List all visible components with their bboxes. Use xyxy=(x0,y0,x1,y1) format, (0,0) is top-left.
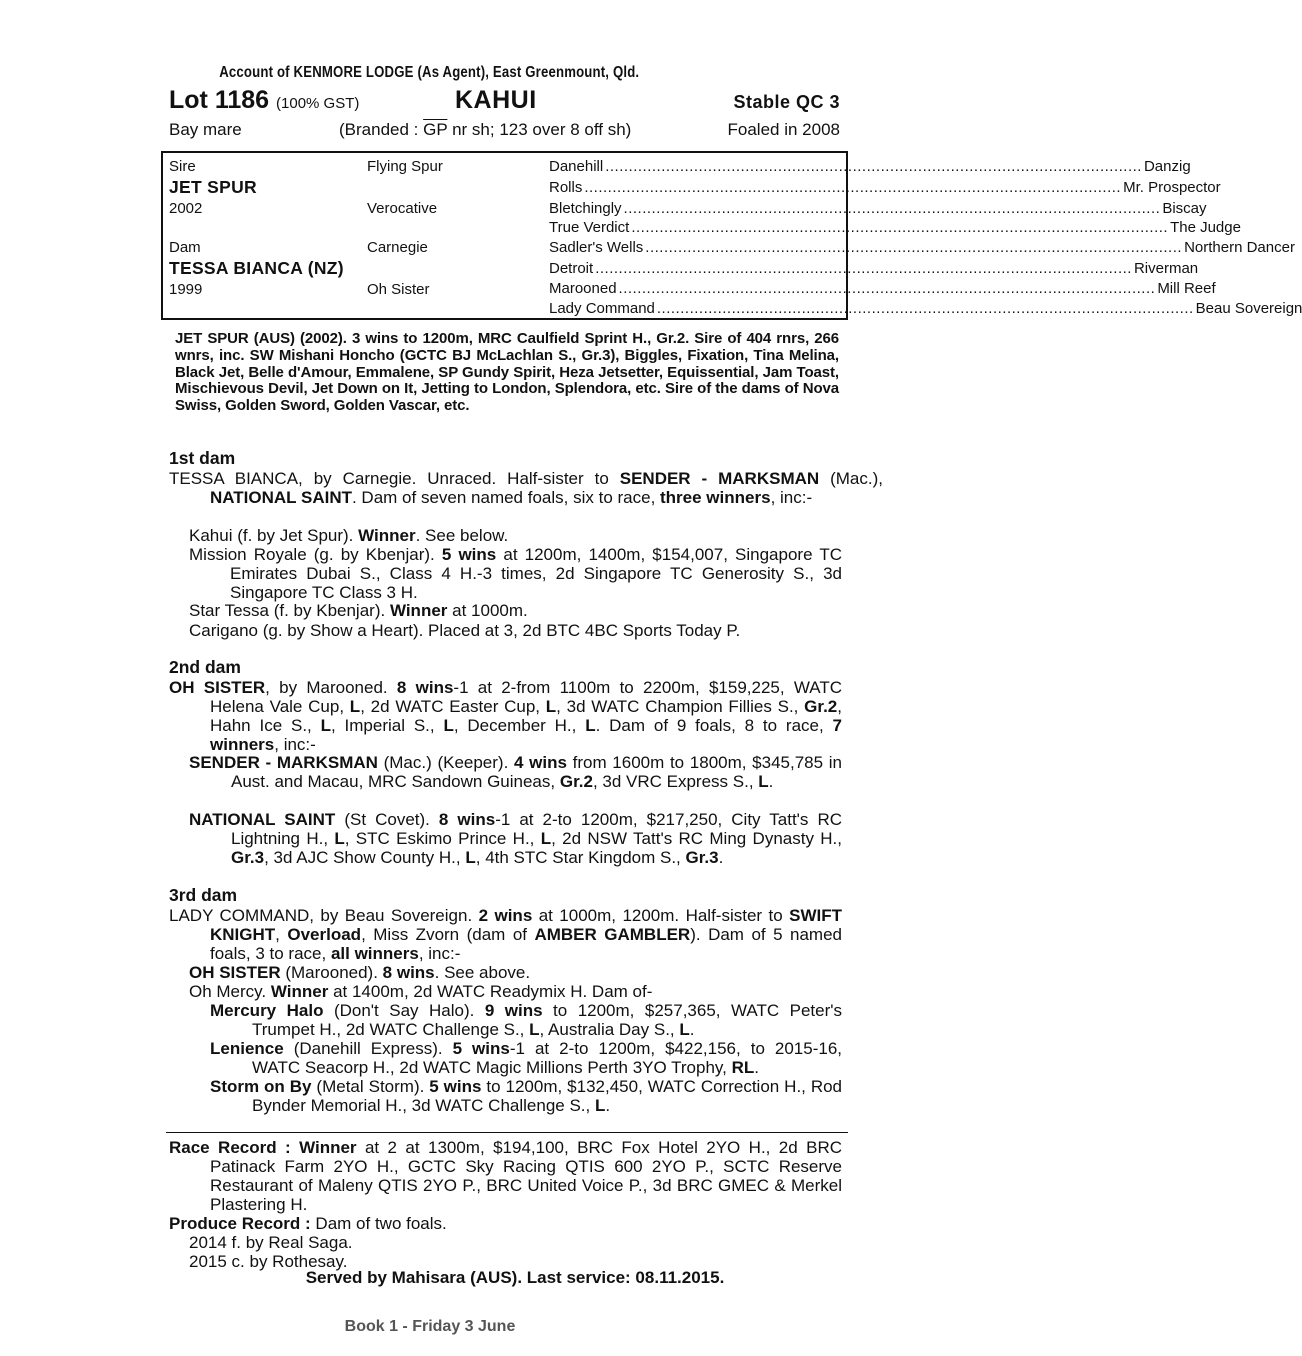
great-grandparent: The Judge xyxy=(1170,219,1241,236)
dam-label: Dam xyxy=(169,239,201,256)
brand-description xyxy=(339,120,631,140)
sire-dam: Verocative xyxy=(367,200,438,217)
produce-record: Produce Record : Dam of two foals. xyxy=(169,1214,447,1233)
grandparent-row xyxy=(549,200,1207,218)
great-grandparent: Beau Sovereign xyxy=(1195,300,1302,317)
third-dam-intro: LADY COMMAND, by Beau Sovereign. 2 wins at 1000m, 1200m. Half-sister to SWIFT KNIGHT, Overload, Miss Zvorn (dam of AMBER GAMBLER). Dam of 5 named foals, 3 to race, all winners, inc:- xyxy=(169,906,842,963)
sire-year: 2002 xyxy=(169,200,203,217)
grandparent: Danehill xyxy=(549,158,604,175)
page-footer: Book 1 - Friday 3 June xyxy=(344,1318,516,1335)
grandparent-row xyxy=(549,219,1241,237)
grandparent: Rolls xyxy=(549,179,583,196)
first-dam-intro: TESSA BIANCA, by Carnegie. Unraced. Half-sister to SENDER - MARKSMAN (Mac.), NATIONAL SAINT. Dam of seven named foals, six to race, three winners, inc:- xyxy=(169,469,883,507)
third-dam-foal: OH SISTER (Marooned). 8 wins. See above. xyxy=(189,963,531,982)
second-dam-intro: OH SISTER, by Marooned. 8 wins-1 at 2-from 1100m to 2200m, $159,225, WATC Helena Vale Cup, L, 2d WATC Easter Cup, L, 3d WATC Champion Fillies S., Gr.2, Hahn Ice S., L, Imperial S., L, December H., L. Dam of 9 foals, 8 to race, 7 winners, inc:- xyxy=(169,678,843,754)
second-dam-heading: 2nd dam xyxy=(169,657,241,677)
great-grandparent: Danzig xyxy=(1143,158,1191,175)
first-dam-foal: Carigano (g. by Show a Heart). Placed at 3, 2d BTC 4BC Sports Today P. xyxy=(189,621,741,640)
grandparent: True Verdict xyxy=(549,219,630,236)
second-dam-foal: SENDER - MARKSMAN (Mac.) (Keeper). 4 wins from 1600m to 1800m, $345,785 in Aust. and Macau, MRC Sandown Guineas, Gr.2, 3d VRC Express S., L. xyxy=(189,753,842,791)
brand-mark: $\overline{GP}$ xyxy=(423,120,448,139)
produce-item: 2015 c. by Rothesay. xyxy=(189,1252,348,1271)
great-grandparent: Mr. Prospector xyxy=(1123,179,1221,196)
first-dam-foal: Mission Royale (g. by Kbenjar). 5 wins at 1200m, 1400m, $154,007, Singapore TC Emirates Dubai S., Class 4 H.-3 times, 2d Singapore TC Generosity S., 3d Singapore TC Class 3 H. xyxy=(189,545,842,602)
dam-dam: Oh Sister xyxy=(367,281,430,298)
great-grandparent: Riverman xyxy=(1133,260,1199,277)
grandparent-row xyxy=(549,260,1199,278)
great-grandparent: Northern Dancer xyxy=(1184,239,1295,256)
grandparent-row xyxy=(549,179,1221,197)
third-dam-heading: 3rd dam xyxy=(169,885,238,905)
grandparent: Detroit xyxy=(549,260,594,277)
third-dam-grandfoal: Storm on By (Metal Storm). 5 wins to 1200m, $132,450, WATC Correction H., Rod Bynder Memorial H., 3d WATC Challenge S., L. xyxy=(210,1077,843,1115)
race-record: Race Record : Winner at 2 at 1300m, $194,100, BRC Fox Hotel 2YO H., 2d BRC Patinack Farm 2YO H., GCTC Sky Racing QTIS 600 2YO P., SCTC Reserve Restaurant of Maleny QTIS 2YO P., BRC United Voice P., 3d BRC GMEC & Merkel Plastering H. xyxy=(169,1138,843,1214)
sire-name: JET SPUR xyxy=(169,177,257,197)
third-dam-grandfoal: Mercury Halo (Don't Say Halo). 9 wins to 1200m, $257,365, WATC Peter's Trumpet H., 2d WATC Challenge S., L, Australia Day S., L. xyxy=(210,1001,842,1039)
dam-year: 1999 xyxy=(169,281,203,298)
grandparent-row xyxy=(549,300,1302,318)
lot-label: Lot 1186 xyxy=(169,86,270,114)
grandparent: Lady Command xyxy=(549,300,655,317)
gst-note: (100% GST) xyxy=(276,95,360,112)
sire-sire: Flying Spur xyxy=(367,158,443,175)
grandparent-row xyxy=(549,239,1295,257)
lot-number xyxy=(169,86,359,115)
first-dam-foal: Star Tessa (f. by Kbenjar). Winner at 1000m. xyxy=(189,601,528,620)
first-dam-heading: 1st dam xyxy=(169,448,236,468)
consignor-line: Account of KENMORE LODGE (As Agent), East Greenmount, Qld. xyxy=(219,64,640,81)
dam-sire: Carnegie xyxy=(367,239,428,256)
horse-sex: Bay mare xyxy=(169,120,242,139)
sire-summary: JET SPUR (AUS) (2002). 3 wins to 1200m, MRC Caulfield Sprint H., Gr.2. Sire of 404 rnrs, 266 wnrs, inc. SW Mishani Honcho (GCTC BJ McLachlan S., Gr.3), Biggles, Fixation, Tina Melina, Black Jet, Belle d'Amour, Emmalene, SP Gundy Spirit, Heza Jetsetter, Equissential, Jam Toast, Mischievous Devil, Jet Down on It, Jetting to London, Splendora, etc. Sire of the dams of Nova Swiss, Golden Sword, Golden Vascar, etc. xyxy=(175,330,839,415)
pedigree-table xyxy=(161,151,1302,320)
sire-label: Sire xyxy=(169,158,196,175)
brand-prefix: (Branded : xyxy=(339,120,424,139)
third-dam-grandfoal: Lenience (Danehill Express). 5 wins-1 at 2-to 1200m, $422,156, to 2015-16, WATC Seacorp H., 2d WATC Magic Millions Perth 3YO Trophy, RL. xyxy=(210,1039,843,1077)
second-dam-foal: NATIONAL SAINT (St Covet). 8 wins-1 at 2-to 1200m, $217,250, City Tatt's RC Lightning H., L, STC Eskimo Prince H., L, 2d NSW Tatt's RC Ming Dynasty H., Gr.3, 3d AJC Show County H., L, 4th STC Star Kingdom S., Gr.3. xyxy=(189,810,843,867)
section-divider xyxy=(166,1132,848,1133)
grandparent: Bletchingly xyxy=(549,200,622,217)
service-note: Served by Mahisara (AUS). Last service: 08.11.2015. xyxy=(305,1268,725,1287)
great-grandparent: Biscay xyxy=(1162,200,1207,217)
grandparent: Marooned xyxy=(549,280,617,297)
grandparent-row xyxy=(549,280,1216,298)
stable-number: Stable QC 3 xyxy=(733,92,840,112)
foaled-year: Foaled in 2008 xyxy=(727,120,840,139)
third-dam-foal: Oh Mercy. Winner at 1400m, 2d WATC Readymix H. Dam of- xyxy=(189,982,653,1001)
first-dam-foal: Kahui (f. by Jet Spur). Winner. See below. xyxy=(189,526,509,545)
horse-name: KAHUI xyxy=(455,86,537,114)
grandparent: Sadler's Wells xyxy=(549,239,644,256)
brand-suffix: nr sh; 123 over 8 off sh) xyxy=(447,120,632,139)
produce-item: 2014 f. by Real Saga. xyxy=(189,1233,353,1252)
dam-name: TESSA BIANCA (NZ) xyxy=(169,258,344,278)
great-grandparent: Mill Reef xyxy=(1157,280,1216,297)
grandparent-row xyxy=(549,158,1191,176)
